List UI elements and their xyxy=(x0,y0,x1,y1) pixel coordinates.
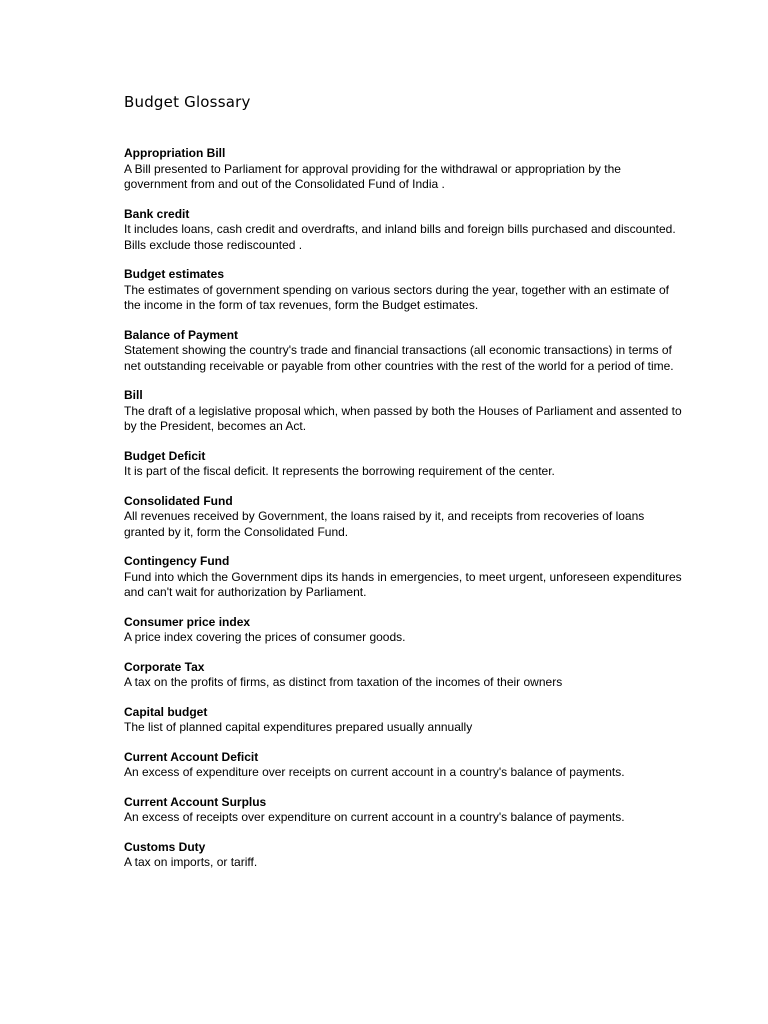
glossary-definition: All revenues received by Government, the loans raised by it, and receipts from recoveries of loans granted by it, form the Consolidated Fund. xyxy=(124,509,645,539)
glossary-entry xyxy=(124,494,684,541)
glossary-term: Current Account Surplus xyxy=(124,794,267,809)
glossary-definition: A price index covering the prices of consumer goods. xyxy=(124,630,406,644)
glossary-entry xyxy=(124,267,684,314)
glossary-term: Budget estimates xyxy=(124,267,225,281)
glossary-definition: An excess of expenditure over receipts on current account in a country's balance of payments. xyxy=(124,765,625,779)
glossary-term: Customs Duty xyxy=(124,839,206,854)
glossary-term: Current Account Deficit xyxy=(124,749,259,764)
glossary-term: Contingency Fund xyxy=(124,554,230,568)
glossary-term: Consolidated Fund xyxy=(124,493,233,508)
glossary-entry xyxy=(124,328,684,375)
glossary-definition: It is part of the fiscal deficit. It represents the borrowing requirement of the center. xyxy=(124,464,555,478)
glossary-term: Corporate Tax xyxy=(124,659,205,674)
glossary-entry xyxy=(124,554,684,601)
glossary-term: Balance of Payment xyxy=(124,327,239,342)
glossary-term: Bill xyxy=(124,388,143,402)
glossary-definition: A tax on the profits of firms, as distinct from taxation of the incomes of their owners xyxy=(124,675,563,689)
glossary-definition: A tax on imports, or tariff. xyxy=(124,855,258,869)
glossary-term: Consumer price index xyxy=(124,614,251,629)
glossary-entry xyxy=(124,795,684,826)
glossary-list xyxy=(124,146,684,885)
glossary-entry xyxy=(124,615,684,646)
glossary-definition: Statement showing the country's trade and financial transactions (all economic transactions) in terms of net outstanding receivable or payable from other countries with the rest of the world for a period of time. xyxy=(124,343,674,373)
glossary-entry xyxy=(124,840,684,871)
glossary-entry xyxy=(124,388,684,435)
glossary-definition: The estimates of government spending on various sectors during the year, together with an estimate of the income in the form of tax revenues, form the Budget estimates. xyxy=(124,282,669,312)
glossary-definition: The draft of a legislative proposal which, when passed by both the Houses of Parliament and assented to by the President, becomes an Act. xyxy=(124,403,682,433)
glossary-definition: It includes loans, cash credit and overdrafts, and inland bills and foreign bills purchased and discounted. Bills exclude those rediscounted . xyxy=(124,222,676,252)
glossary-term: Bank credit xyxy=(124,206,190,221)
glossary-entry xyxy=(124,705,684,736)
glossary-entry xyxy=(124,207,684,254)
glossary-definition: A Bill presented to Parliament for approval providing for the withdrawal or appropriation by the government from and out of the Consolidated Fund of India . xyxy=(124,161,621,191)
glossary-entry xyxy=(124,750,684,781)
glossary-entry xyxy=(124,146,684,193)
glossary-definition: An excess of receipts over expenditure on current account in a country's balance of payments. xyxy=(124,810,625,824)
page-title: Budget Glossary xyxy=(124,93,251,111)
glossary-term: Capital budget xyxy=(124,704,208,719)
glossary-term: Budget Deficit xyxy=(124,448,206,463)
glossary-definition: The list of planned capital expenditures prepared usually annually xyxy=(124,720,473,734)
glossary-entry xyxy=(124,660,684,691)
glossary-term: Appropriation Bill xyxy=(124,146,226,160)
glossary-definition: Fund into which the Government dips its hands in emergencies, to meet urgent, unforeseen expenditures and can't wait for authorization by Parliament. xyxy=(124,569,682,599)
glossary-entry xyxy=(124,449,684,480)
